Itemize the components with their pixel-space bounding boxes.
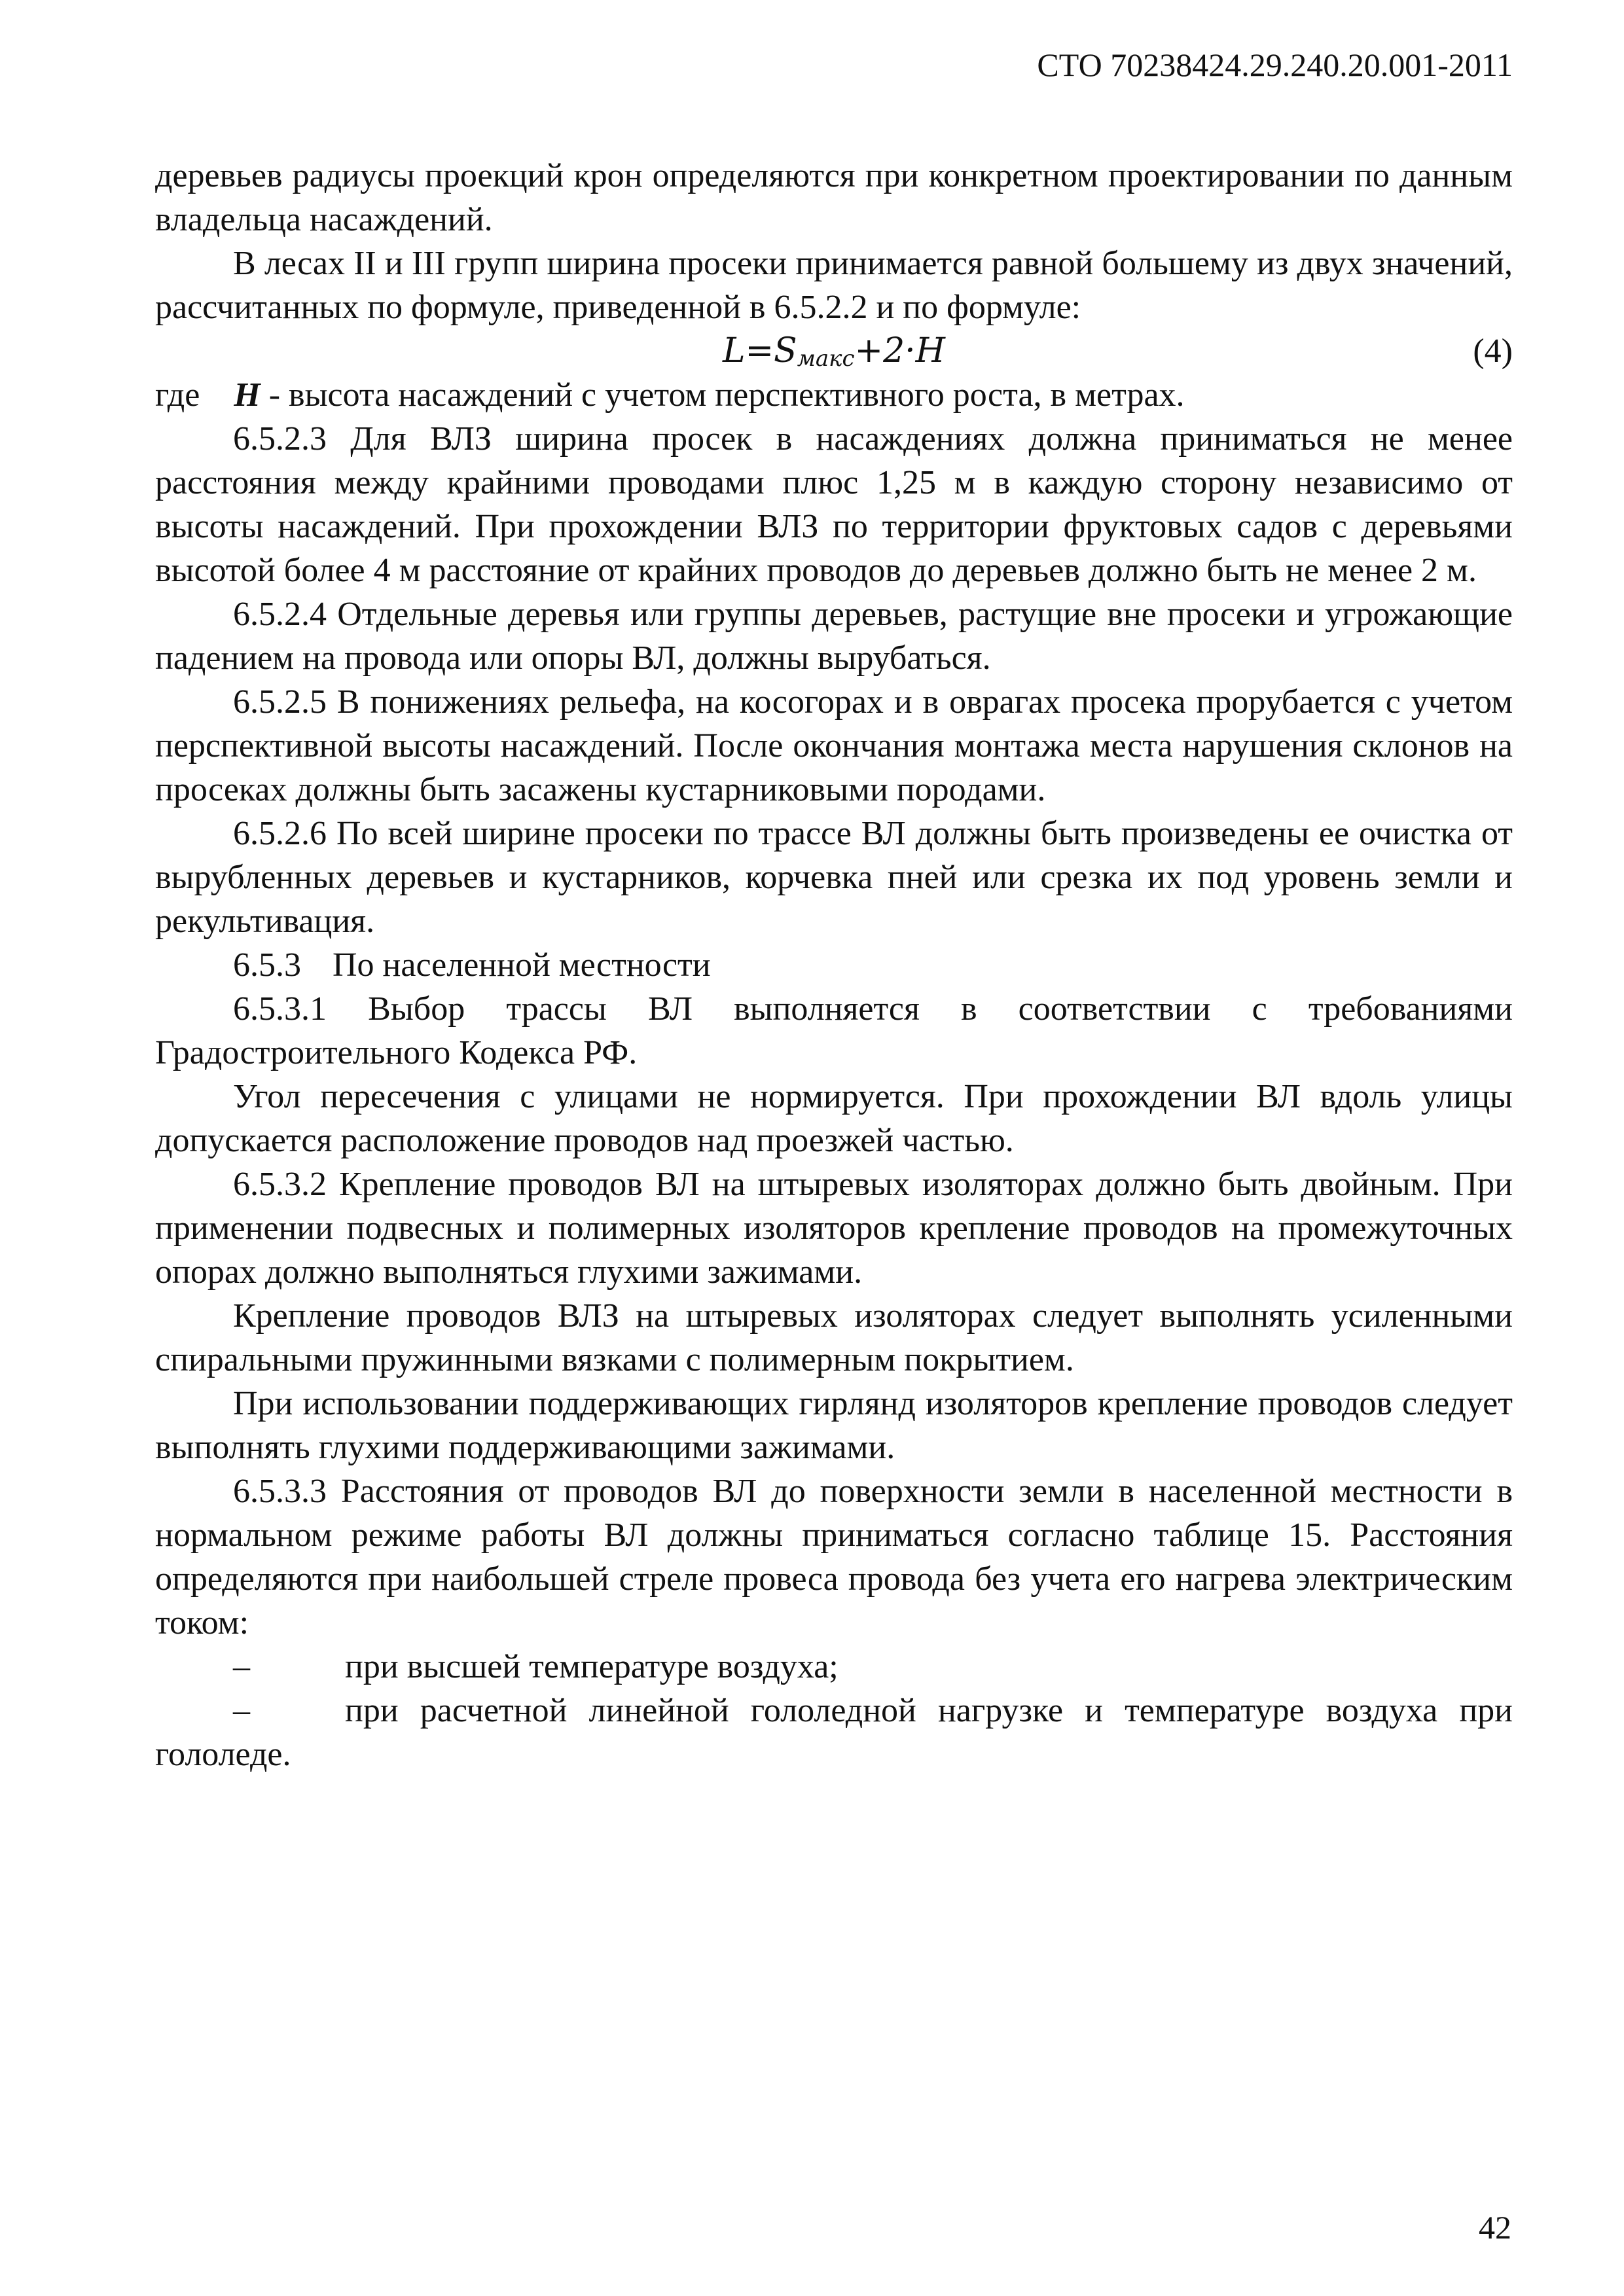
paragraph-6-5-3-2: 6.5.3.2 Крепление проводов ВЛ на штыревых изоляторах должно быть двойным. При применении подвесных и полимерных изоляторов крепление проводов на промежуточных опорах должно выполняться глухими зажимами. [155, 1166, 1513, 1291]
bullet-dash: – [233, 1648, 250, 1685]
section-title: По населенной местности [333, 946, 711, 984]
list-item-text: при расчетной линейной гололедной нагрузке и температуре воздуха при гололеде. [155, 1692, 1513, 1773]
page-number: 42 [1479, 2209, 1511, 2246]
where-description: - высота насаждений с учетом перспективного роста, в метрах. [268, 376, 1185, 414]
where-symbol: H [234, 376, 261, 414]
formula-4 [155, 329, 1513, 373]
list-item [155, 1645, 1513, 1689]
bullet-dash: – [233, 1692, 250, 1729]
list-item-text: при высшей температуре воздуха; [345, 1648, 839, 1685]
formula-where-clause [155, 373, 1513, 417]
section-heading-6-5-3 [155, 943, 1513, 987]
paragraph-forest-groups: В лесах II и III групп ширина просеки принимается равной большему из двух значений, рассчитанных по формуле, приведенной в 6.5.2.2 и по формуле: [155, 245, 1513, 326]
paragraph-continuation: деревьев радиусы проекций крон определяются при конкретном проектировании по данным владельца насаждений. [155, 157, 1513, 238]
list-item [155, 1689, 1513, 1776]
paragraph-vlz-fastening: Крепление проводов ВЛЗ на штыревых изоляторах следует выполнять усиленными спиральными пружинными вязками с полимерным покрытием. [155, 1297, 1513, 1378]
paragraph-6-5-2-6: 6.5.2.6 По всей ширине просеки по трассе ВЛ должны быть произведены ее очистка от вырубленных деревьев и кустарников, корчевка пней или срезка их под уровень земли и рекультивация. [155, 815, 1513, 940]
where-label: где [155, 376, 200, 414]
paragraph-6-5-3-1: 6.5.3.1 Выбор трассы ВЛ выполняется в соответствии с требованиями Градостроительного Кодекса РФ. [155, 990, 1513, 1071]
paragraph-6-5-2-3: 6.5.2.3 Для ВЛЗ ширина просек в насаждениях должна приниматься не менее расстояния между крайними проводами плюс 1,25 м в каждую сторону независимо от высоты насаждений. При прохождении ВЛЗ по территории фруктовых садов с деревьями высотой более 4 м расстояние от крайних проводов до деревьев должно быть не менее 2 м. [155, 420, 1513, 589]
document-code-header: СТО 70238424.29.240.20.001-2011 [1037, 46, 1513, 83]
formula-subscript: макс [797, 346, 855, 372]
formula-number: (4) [1473, 332, 1513, 370]
formula-rhs: +2·H [854, 331, 946, 370]
formula-lhs: L=S [722, 331, 797, 370]
paragraph-6-5-2-5: 6.5.2.5 В понижениях рельефа, на косогорах и в оврагах просека прорубается с учетом перспективной высоты насаждений. После окончания монтажа места нарушения склонов на просеках должны быть засажены кустарниковыми породами. [155, 683, 1513, 808]
paragraph-6-5-2-4: 6.5.2.4 Отдельные деревья или группы деревьев, растущие вне просеки и угрожающие падением на провода или опоры ВЛ, должны вырубаться. [155, 596, 1513, 677]
section-number: 6.5.3 [233, 946, 301, 984]
paragraph-crossing-angle: Угол пересечения с улицами не нормируется. При прохождении ВЛ вдоль улицы допускается расположение проводов над проезжей частью. [155, 1078, 1513, 1159]
document-body [155, 154, 1513, 1776]
paragraph-insulator-strings: При использовании поддерживающих гирлянд изоляторов крепление проводов следует выполнять глухими поддерживающими зажимами. [155, 1385, 1513, 1466]
paragraph-6-5-3-3: 6.5.3.3 Расстояния от проводов ВЛ до поверхности земли в населенной местности в нормальном режиме работы ВЛ должны приниматься согласно таблице 15. Расстояния определяются при наибольшей стреле провеса провода без учета его нагрева электрическим током: [155, 1473, 1513, 1641]
